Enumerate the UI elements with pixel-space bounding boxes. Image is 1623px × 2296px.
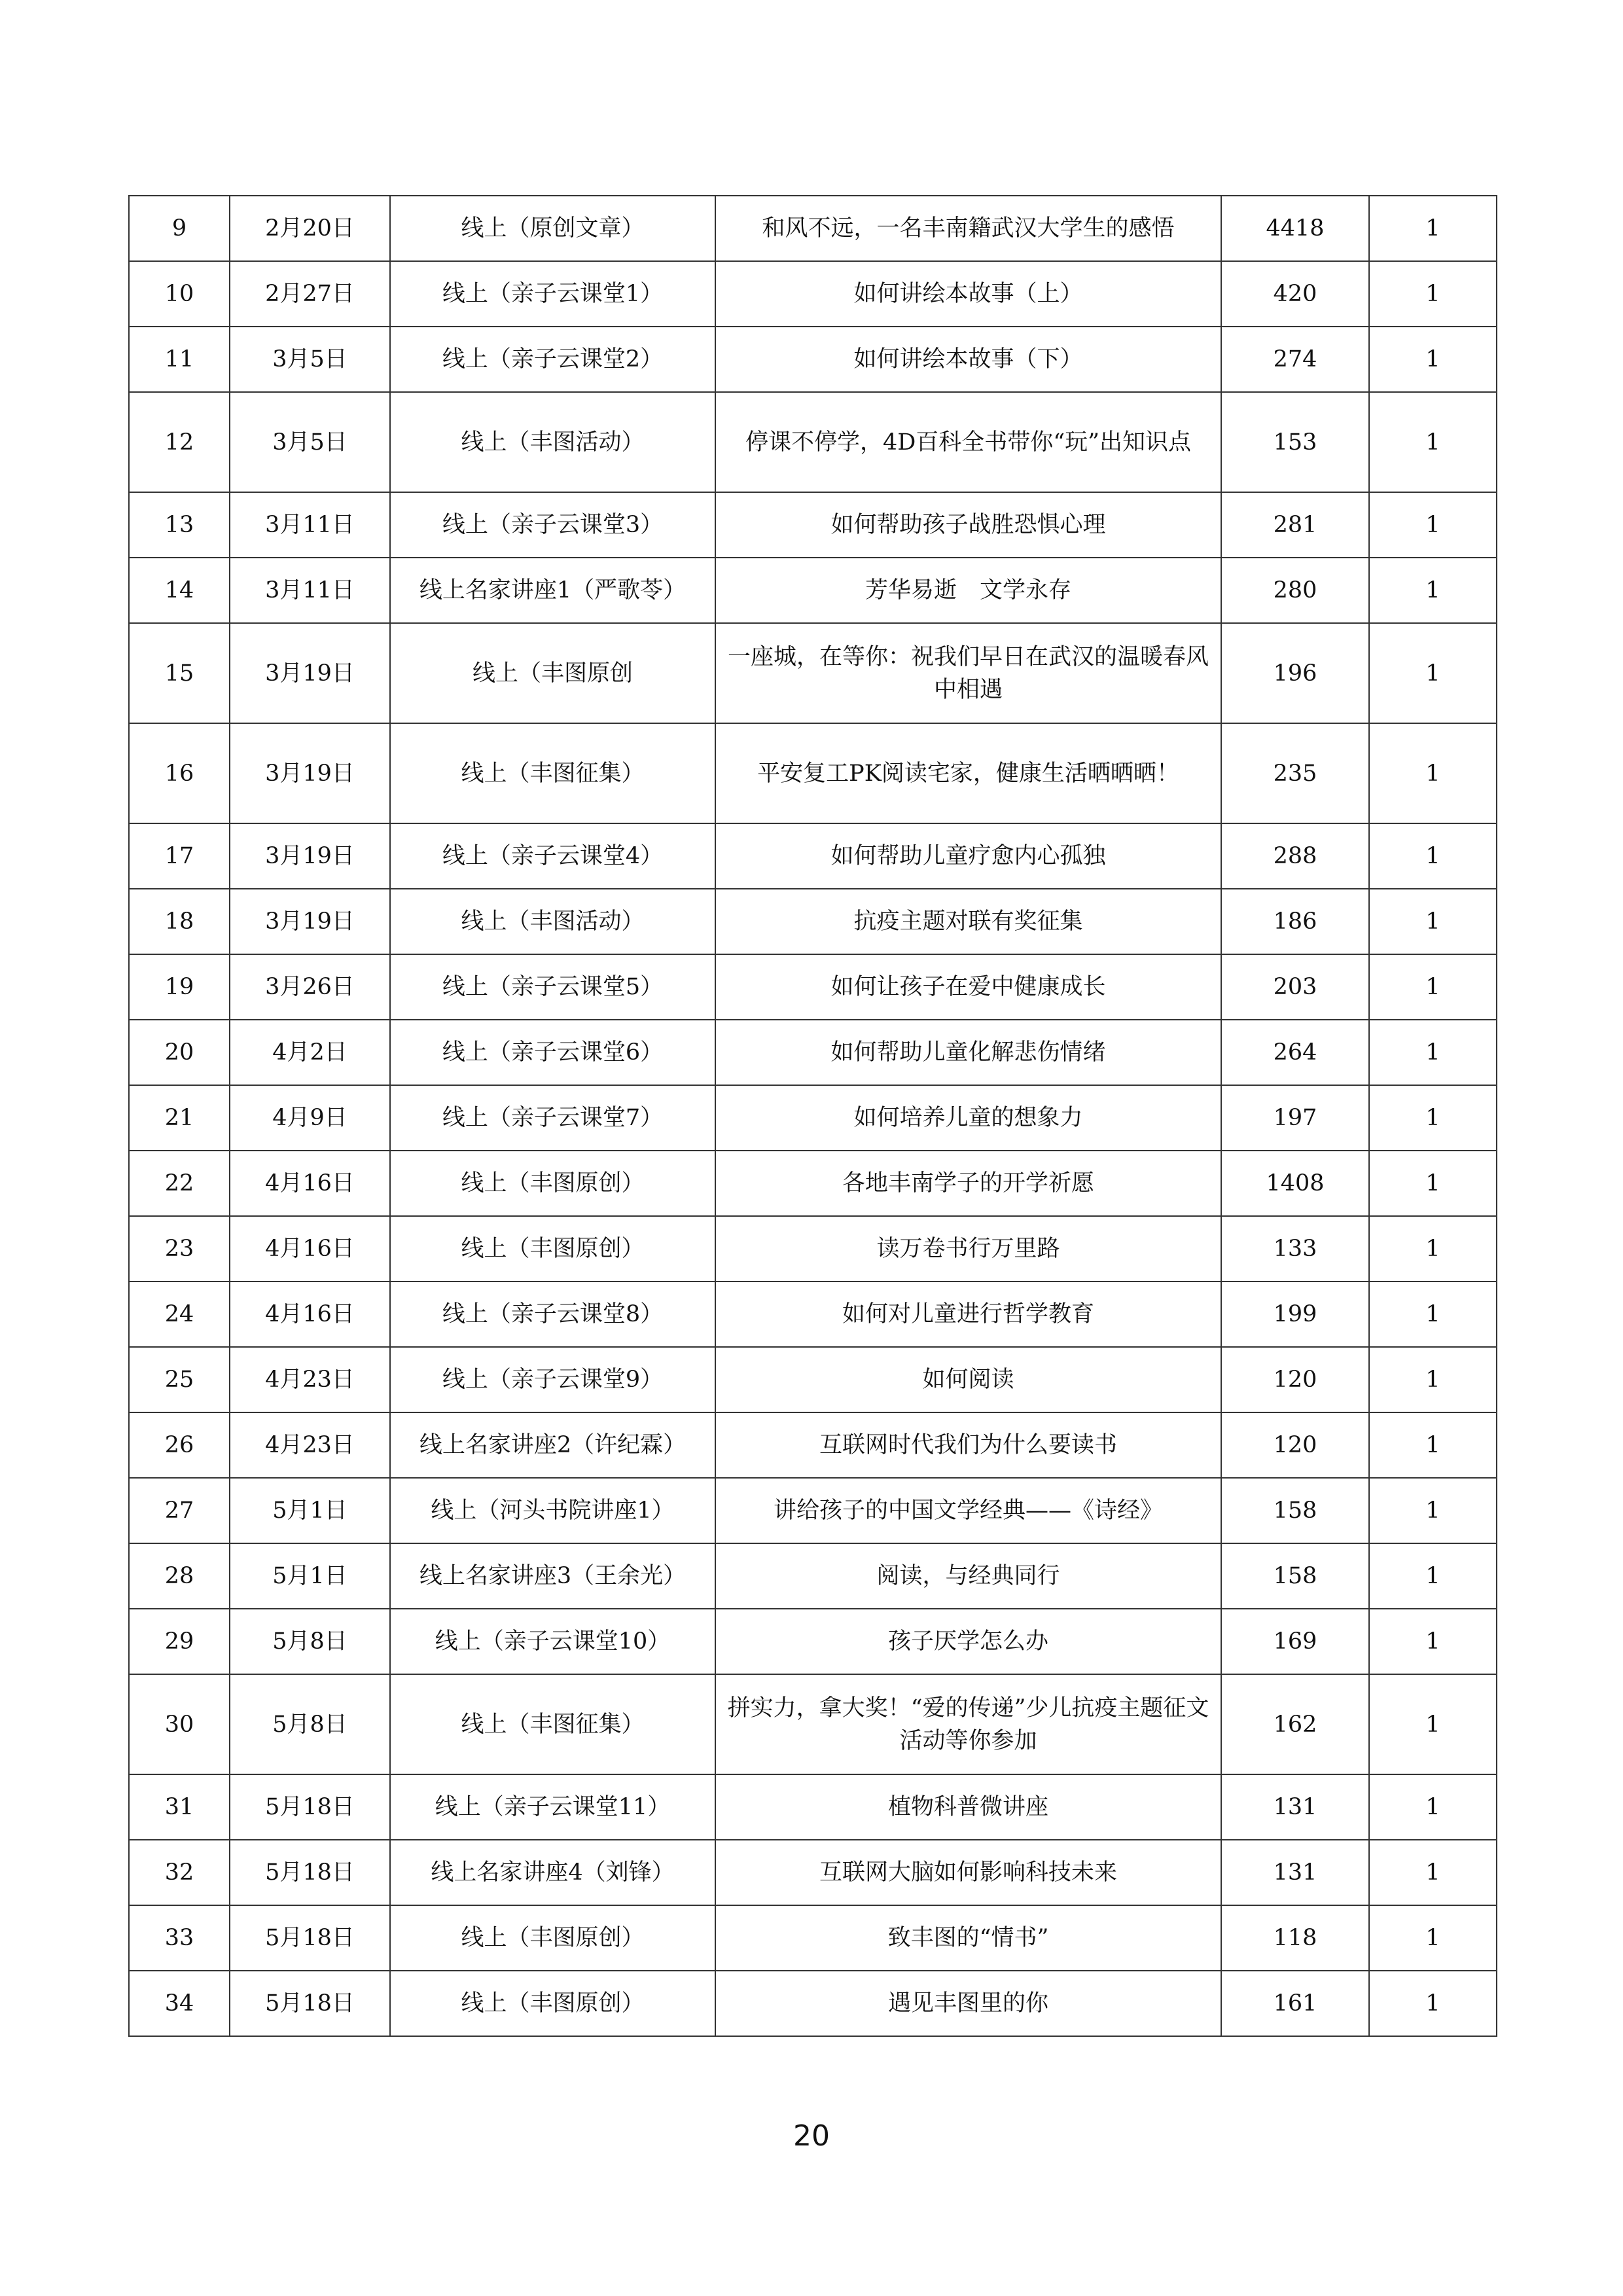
table-row bbox=[129, 392, 1497, 492]
cell-title: 致丰图的“情书” bbox=[715, 1905, 1221, 1971]
cell-activity-type: 线上（亲子云课堂1） bbox=[390, 261, 715, 327]
table-row bbox=[129, 1543, 1497, 1609]
cell-count: 1 bbox=[1369, 954, 1497, 1020]
table-row bbox=[129, 196, 1497, 261]
cell-date: 3月19日 bbox=[230, 823, 390, 889]
cell-date: 3月19日 bbox=[230, 723, 390, 823]
table-row bbox=[129, 1774, 1497, 1840]
table-row bbox=[129, 623, 1497, 723]
page-number: 20 bbox=[793, 2119, 830, 2153]
cell-index: 29 bbox=[129, 1609, 230, 1674]
cell-date: 4月16日 bbox=[230, 1282, 390, 1347]
cell-index: 25 bbox=[129, 1347, 230, 1412]
cell-views: 153 bbox=[1221, 392, 1369, 492]
cell-count: 1 bbox=[1369, 1347, 1497, 1412]
cell-title: 互联网大脑如何影响科技未来 bbox=[715, 1840, 1221, 1905]
cell-views: 120 bbox=[1221, 1412, 1369, 1478]
cell-date: 5月1日 bbox=[230, 1543, 390, 1609]
table-row bbox=[129, 1609, 1497, 1674]
cell-activity-type: 线上（丰图原创） bbox=[390, 1151, 715, 1216]
cell-index: 24 bbox=[129, 1282, 230, 1347]
cell-index: 33 bbox=[129, 1905, 230, 1971]
cell-views: 118 bbox=[1221, 1905, 1369, 1971]
cell-activity-type: 线上（亲子云课堂11） bbox=[390, 1774, 715, 1840]
cell-date: 3月11日 bbox=[230, 492, 390, 558]
cell-count: 1 bbox=[1369, 1282, 1497, 1347]
cell-activity-type: 线上（亲子云课堂2） bbox=[390, 327, 715, 392]
cell-date: 4月9日 bbox=[230, 1085, 390, 1151]
cell-index: 20 bbox=[129, 1020, 230, 1085]
cell-views: 196 bbox=[1221, 623, 1369, 723]
cell-count: 1 bbox=[1369, 327, 1497, 392]
cell-count: 1 bbox=[1369, 558, 1497, 623]
cell-views: 281 bbox=[1221, 492, 1369, 558]
table-row bbox=[129, 889, 1497, 954]
cell-title: 读万卷书行万里路 bbox=[715, 1216, 1221, 1282]
cell-index: 18 bbox=[129, 889, 230, 954]
cell-date: 3月5日 bbox=[230, 327, 390, 392]
cell-count: 1 bbox=[1369, 261, 1497, 327]
cell-activity-type: 线上名家讲座1（严歌苓） bbox=[390, 558, 715, 623]
cell-views: 133 bbox=[1221, 1216, 1369, 1282]
cell-date: 5月18日 bbox=[230, 1840, 390, 1905]
cell-date: 5月18日 bbox=[230, 1905, 390, 1971]
cell-activity-type: 线上（亲子云课堂6） bbox=[390, 1020, 715, 1085]
cell-count: 1 bbox=[1369, 1478, 1497, 1543]
cell-date: 4月16日 bbox=[230, 1151, 390, 1216]
cell-title: 一座城，在等你：祝我们早日在武汉的温暖春风中相遇 bbox=[715, 623, 1221, 723]
cell-count: 1 bbox=[1369, 823, 1497, 889]
cell-index: 10 bbox=[129, 261, 230, 327]
cell-activity-type: 线上（亲子云课堂7） bbox=[390, 1085, 715, 1151]
cell-views: 274 bbox=[1221, 327, 1369, 392]
cell-activity-type: 线上（亲子云课堂4） bbox=[390, 823, 715, 889]
cell-count: 1 bbox=[1369, 1151, 1497, 1216]
cell-views: 4418 bbox=[1221, 196, 1369, 261]
cell-activity-type: 线上（亲子云课堂5） bbox=[390, 954, 715, 1020]
cell-date: 3月5日 bbox=[230, 392, 390, 492]
cell-title: 植物科普微讲座 bbox=[715, 1774, 1221, 1840]
cell-date: 5月8日 bbox=[230, 1674, 390, 1774]
cell-date: 5月8日 bbox=[230, 1609, 390, 1674]
cell-title: 如何帮助儿童化解悲伤情绪 bbox=[715, 1020, 1221, 1085]
cell-count: 1 bbox=[1369, 1774, 1497, 1840]
cell-count: 1 bbox=[1369, 623, 1497, 723]
cell-count: 1 bbox=[1369, 392, 1497, 492]
cell-views: 120 bbox=[1221, 1347, 1369, 1412]
table-row bbox=[129, 823, 1497, 889]
cell-index: 17 bbox=[129, 823, 230, 889]
cell-title: 各地丰南学子的开学祈愿 bbox=[715, 1151, 1221, 1216]
cell-activity-type: 线上（亲子云课堂8） bbox=[390, 1282, 715, 1347]
cell-index: 9 bbox=[129, 196, 230, 261]
table-row bbox=[129, 261, 1497, 327]
cell-activity-type: 线上（亲子云课堂9） bbox=[390, 1347, 715, 1412]
cell-date: 5月1日 bbox=[230, 1478, 390, 1543]
cell-date: 5月18日 bbox=[230, 1971, 390, 2036]
cell-index: 13 bbox=[129, 492, 230, 558]
cell-date: 3月11日 bbox=[230, 558, 390, 623]
cell-activity-type: 线上名家讲座4（刘锋） bbox=[390, 1840, 715, 1905]
cell-views: 131 bbox=[1221, 1774, 1369, 1840]
cell-activity-type: 线上（河头书院讲座1） bbox=[390, 1478, 715, 1543]
table-row bbox=[129, 1478, 1497, 1543]
cell-date: 4月23日 bbox=[230, 1347, 390, 1412]
table-row bbox=[129, 1905, 1497, 1971]
cell-index: 30 bbox=[129, 1674, 230, 1774]
table-row bbox=[129, 723, 1497, 823]
cell-title: 如何讲绘本故事（上） bbox=[715, 261, 1221, 327]
cell-views: 203 bbox=[1221, 954, 1369, 1020]
cell-count: 1 bbox=[1369, 1085, 1497, 1151]
cell-activity-type: 线上（丰图征集） bbox=[390, 723, 715, 823]
cell-views: 235 bbox=[1221, 723, 1369, 823]
cell-title: 和风不远，一名丰南籍武汉大学生的感悟 bbox=[715, 196, 1221, 261]
table-row bbox=[129, 954, 1497, 1020]
cell-title: 停课不停学，4D百科全书带你“玩”出知识点 bbox=[715, 392, 1221, 492]
cell-index: 28 bbox=[129, 1543, 230, 1609]
cell-title: 抗疫主题对联有奖征集 bbox=[715, 889, 1221, 954]
cell-count: 1 bbox=[1369, 1412, 1497, 1478]
cell-count: 1 bbox=[1369, 492, 1497, 558]
cell-activity-type: 线上（原创文章） bbox=[390, 196, 715, 261]
cell-count: 1 bbox=[1369, 889, 1497, 954]
cell-index: 23 bbox=[129, 1216, 230, 1282]
table-row bbox=[129, 1347, 1497, 1412]
table-row bbox=[129, 558, 1497, 623]
cell-date: 2月27日 bbox=[230, 261, 390, 327]
cell-date: 4月16日 bbox=[230, 1216, 390, 1282]
cell-index: 27 bbox=[129, 1478, 230, 1543]
cell-date: 2月20日 bbox=[230, 196, 390, 261]
cell-activity-type: 线上（亲子云课堂3） bbox=[390, 492, 715, 558]
cell-views: 420 bbox=[1221, 261, 1369, 327]
cell-title: 如何对儿童进行哲学教育 bbox=[715, 1282, 1221, 1347]
cell-title: 讲给孩子的中国文学经典——《诗经》 bbox=[715, 1478, 1221, 1543]
table-row bbox=[129, 1282, 1497, 1347]
cell-date: 4月23日 bbox=[230, 1412, 390, 1478]
table-row bbox=[129, 1674, 1497, 1774]
cell-index: 22 bbox=[129, 1151, 230, 1216]
table-row bbox=[129, 1085, 1497, 1151]
cell-count: 1 bbox=[1369, 1905, 1497, 1971]
cell-index: 14 bbox=[129, 558, 230, 623]
cell-title: 互联网时代我们为什么要读书 bbox=[715, 1412, 1221, 1478]
cell-index: 34 bbox=[129, 1971, 230, 2036]
cell-views: 158 bbox=[1221, 1543, 1369, 1609]
cell-count: 1 bbox=[1369, 196, 1497, 261]
cell-activity-type: 线上名家讲座3（王余光） bbox=[390, 1543, 715, 1609]
cell-activity-type: 线上（丰图原创） bbox=[390, 1971, 715, 2036]
cell-activity-type: 线上（丰图原创） bbox=[390, 1216, 715, 1282]
cell-activity-type: 线上（丰图活动） bbox=[390, 392, 715, 492]
cell-views: 131 bbox=[1221, 1840, 1369, 1905]
cell-date: 5月18日 bbox=[230, 1774, 390, 1840]
cell-count: 1 bbox=[1369, 1971, 1497, 2036]
cell-title: 阅读，与经典同行 bbox=[715, 1543, 1221, 1609]
table-row bbox=[129, 1840, 1497, 1905]
cell-index: 16 bbox=[129, 723, 230, 823]
cell-title: 拼实力，拿大奖！“爱的传递”少儿抗疫主题征文活动等你参加 bbox=[715, 1674, 1221, 1774]
cell-title: 如何让孩子在爱中健康成长 bbox=[715, 954, 1221, 1020]
cell-views: 1408 bbox=[1221, 1151, 1369, 1216]
cell-index: 32 bbox=[129, 1840, 230, 1905]
cell-date: 4月2日 bbox=[230, 1020, 390, 1085]
cell-index: 12 bbox=[129, 392, 230, 492]
cell-count: 1 bbox=[1369, 1674, 1497, 1774]
table-row bbox=[129, 492, 1497, 558]
cell-count: 1 bbox=[1369, 723, 1497, 823]
cell-count: 1 bbox=[1369, 1543, 1497, 1609]
cell-views: 162 bbox=[1221, 1674, 1369, 1774]
activity-table bbox=[128, 195, 1497, 2037]
table-row bbox=[129, 1412, 1497, 1478]
cell-views: 161 bbox=[1221, 1971, 1369, 2036]
cell-date: 3月19日 bbox=[230, 623, 390, 723]
cell-views: 199 bbox=[1221, 1282, 1369, 1347]
cell-date: 3月19日 bbox=[230, 889, 390, 954]
cell-activity-type: 线上（丰图原创） bbox=[390, 1905, 715, 1971]
cell-title: 如何讲绘本故事（下） bbox=[715, 327, 1221, 392]
cell-views: 264 bbox=[1221, 1020, 1369, 1085]
cell-views: 186 bbox=[1221, 889, 1369, 954]
cell-views: 280 bbox=[1221, 558, 1369, 623]
cell-index: 21 bbox=[129, 1085, 230, 1151]
activity-table-body bbox=[129, 196, 1497, 2036]
cell-index: 26 bbox=[129, 1412, 230, 1478]
cell-title: 遇见丰图里的你 bbox=[715, 1971, 1221, 2036]
cell-title: 如何阅读 bbox=[715, 1347, 1221, 1412]
cell-title: 芳华易逝 文学永存 bbox=[715, 558, 1221, 623]
cell-index: 19 bbox=[129, 954, 230, 1020]
table-row bbox=[129, 327, 1497, 392]
cell-activity-type: 线上（丰图征集） bbox=[390, 1674, 715, 1774]
cell-activity-type: 线上（亲子云课堂10） bbox=[390, 1609, 715, 1674]
cell-views: 288 bbox=[1221, 823, 1369, 889]
cell-index: 31 bbox=[129, 1774, 230, 1840]
cell-count: 1 bbox=[1369, 1840, 1497, 1905]
cell-date: 3月26日 bbox=[230, 954, 390, 1020]
cell-title: 如何帮助孩子战胜恐惧心理 bbox=[715, 492, 1221, 558]
cell-activity-type: 线上（丰图活动） bbox=[390, 889, 715, 954]
cell-title: 平安复工PK阅读宅家，健康生活晒晒晒！ bbox=[715, 723, 1221, 823]
cell-index: 15 bbox=[129, 623, 230, 723]
cell-title: 如何培养儿童的想象力 bbox=[715, 1085, 1221, 1151]
cell-count: 1 bbox=[1369, 1609, 1497, 1674]
cell-views: 169 bbox=[1221, 1609, 1369, 1674]
cell-title: 孩子厌学怎么办 bbox=[715, 1609, 1221, 1674]
cell-count: 1 bbox=[1369, 1020, 1497, 1085]
cell-index: 11 bbox=[129, 327, 230, 392]
cell-views: 158 bbox=[1221, 1478, 1369, 1543]
table-row bbox=[129, 1151, 1497, 1216]
table-row bbox=[129, 1971, 1497, 2036]
cell-activity-type: 线上名家讲座2（许纪霖） bbox=[390, 1412, 715, 1478]
cell-title: 如何帮助儿童疗愈内心孤独 bbox=[715, 823, 1221, 889]
table-row bbox=[129, 1020, 1497, 1085]
table-row bbox=[129, 1216, 1497, 1282]
cell-count: 1 bbox=[1369, 1216, 1497, 1282]
cell-views: 197 bbox=[1221, 1085, 1369, 1151]
cell-activity-type: 线上（丰图原创 bbox=[390, 623, 715, 723]
